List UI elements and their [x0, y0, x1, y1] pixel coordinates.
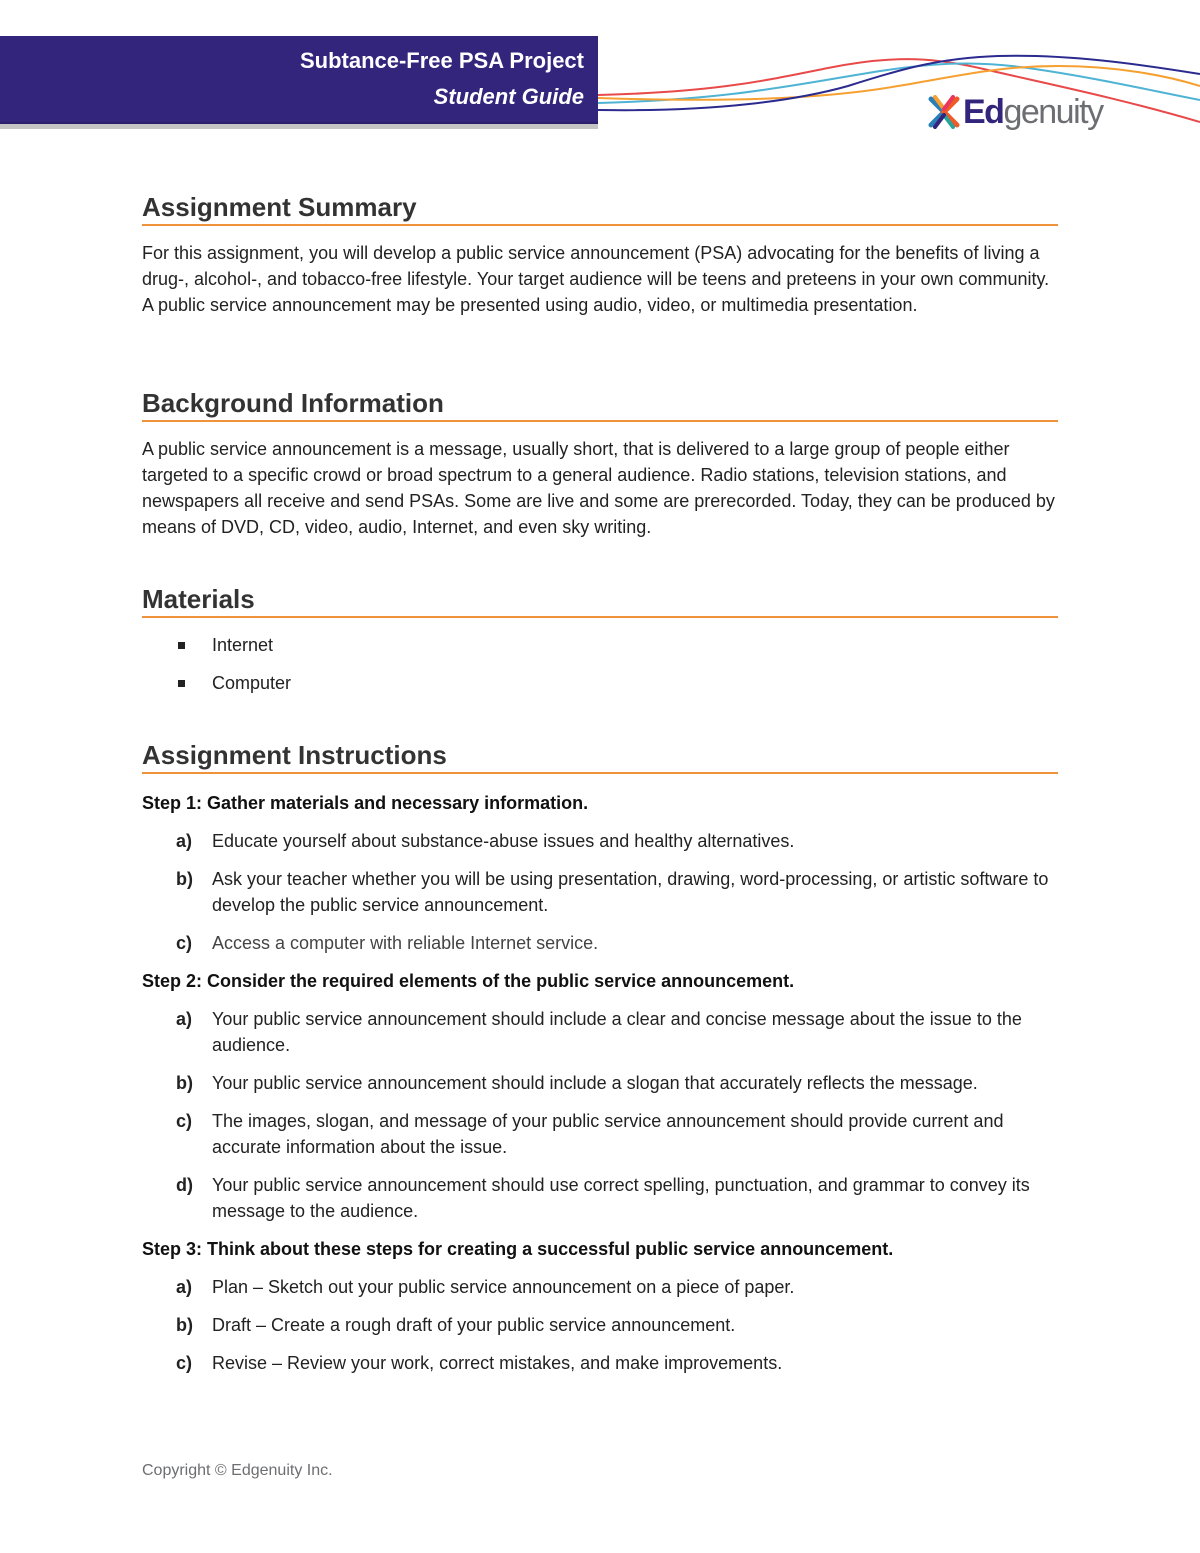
step-item: c) The images, slogan, and message of your public service announcement should provide current and accurate information about the issue. — [176, 1111, 1004, 1157]
edgenuity-logo — [927, 92, 1103, 132]
step-item: a) Educate yourself about substance-abuse issues and healthy alternatives. — [176, 831, 795, 851]
background-information-section — [142, 388, 1058, 540]
section-heading: Assignment Summary — [142, 192, 1058, 226]
background-paragraph: A public service announcement is a message, usually short, that is delivered to a large group of people either targeted to a specific crowd or broad spectrum to a general audience. Radio stations, television stations, and newspapers all receive and send PSAs. Some are live and some are prerecorded. Today, they can be produced by means of DVD, CD, video, audio, Internet, and even sky writing. — [142, 439, 1055, 537]
document-subtitle: Student Guide — [433, 84, 584, 109]
logo-wordmark: Edgenuity — [963, 93, 1103, 131]
step-title: Step 1: Gather materials and necessary information. — [142, 793, 589, 813]
assignment-summary-section — [142, 192, 1058, 318]
step-item: a) Your public service announcement should include a clear and concise message about the issue to the audience. — [176, 1009, 1022, 1055]
banner-shadow — [0, 124, 598, 129]
header-banner — [0, 36, 598, 124]
decorative-waves-icon — [598, 40, 1200, 130]
step-item: d) Your public service announcement should use correct spelling, punctuation, and grammar to convey its message to the audience. — [176, 1175, 1030, 1221]
edgenuity-x-logo-icon — [927, 95, 961, 129]
materials-list — [142, 632, 1058, 696]
assignment-instructions-section — [142, 740, 1058, 1376]
step-1 — [142, 790, 1058, 956]
section-heading: Materials — [142, 584, 1058, 618]
materials-section — [142, 584, 1058, 708]
step-item: b) Your public service announcement should include a slogan that accurately reflects the message. — [176, 1073, 978, 1093]
step-item: c) Revise – Review your work, correct mistakes, and make improvements. — [176, 1353, 783, 1373]
summary-paragraph: For this assignment, you will develop a public service announcement (PSA) advocating for the benefits of living a drug-, alcohol-, and tobacco-free lifestyle. Your target audience will be teens and preteens in your own community. A public service announcement may be presented using audio, video, or multimedia presentation. — [142, 243, 1050, 315]
step-3 — [142, 1236, 1058, 1376]
step-item: c) Access a computer with reliable Internet service. — [176, 933, 599, 953]
step-item: b) Draft – Create a rough draft of your public service announcement. — [176, 1315, 736, 1335]
step-title: Step 3: Think about these steps for creating a successful public service announcement. — [142, 1239, 894, 1259]
document-title: Subtance-Free PSA Project — [299, 48, 584, 73]
section-heading: Background Information — [142, 388, 1058, 422]
step-title: Step 2: Consider the required elements of the public service announcement. — [142, 971, 795, 991]
square-bullet-icon — [178, 642, 185, 649]
square-bullet-icon — [178, 680, 185, 687]
copyright-footer: Copyright © Edgenuity Inc. — [142, 1462, 333, 1479]
step-item: b) Ask your teacher whether you will be using presentation, drawing, word-processing, or artistic software to develop the public service announcement. — [176, 869, 1049, 915]
list-item: Internet — [142, 632, 1058, 658]
list-item: Computer — [142, 670, 1058, 696]
step-2 — [142, 968, 1058, 1224]
section-heading: Assignment Instructions — [142, 740, 1058, 774]
step-item: a) Plan – Sketch out your public service announcement on a piece of paper. — [176, 1277, 795, 1297]
